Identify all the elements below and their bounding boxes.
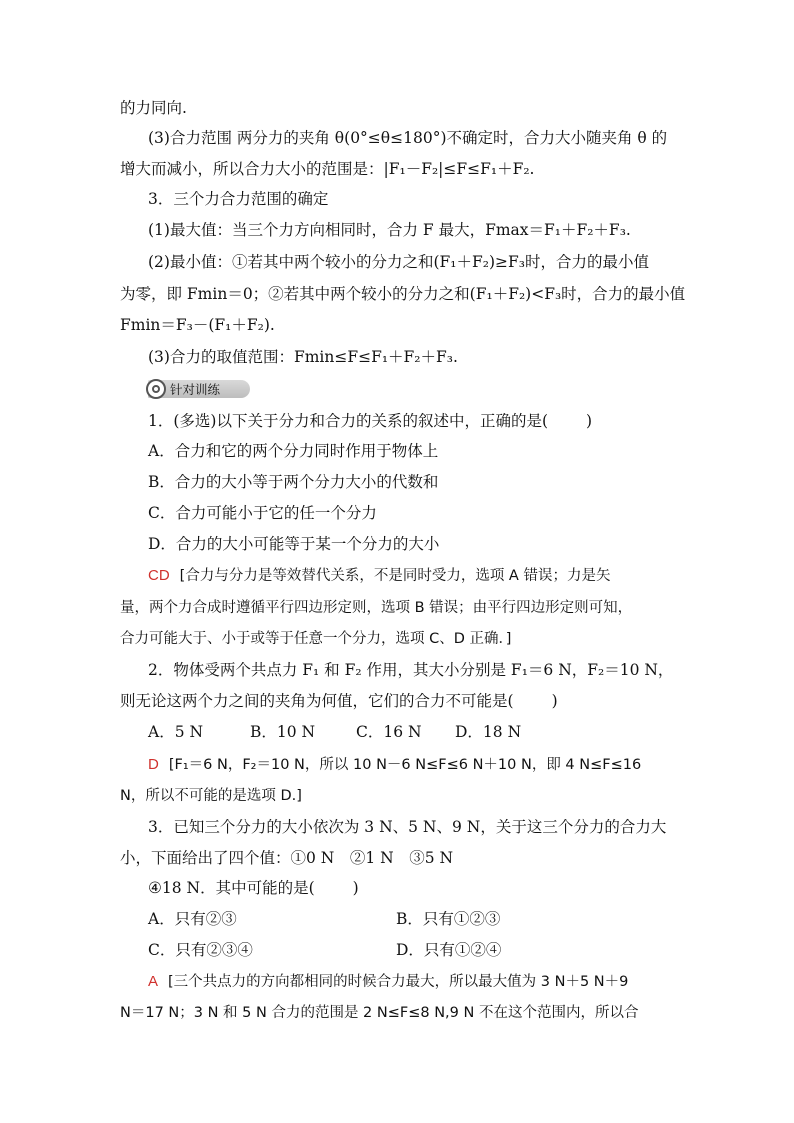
- question-3-stem-cont-2: ④18 N．其中可能的是( ): [148, 879, 359, 897]
- section-heading-three-forces: 3．三个力合力范围的确定: [148, 190, 329, 208]
- question-1-explain-3: 合力可能大于、小于或等于任意一个分力，选项 C、D 正确．]: [120, 631, 512, 647]
- question-1-option-c: C．合力可能小于它的任一个分力: [148, 504, 377, 522]
- paragraph-resultant-range-cont: 增大而减小，所以合力大小的范围是：|F₁－F₂|≤F≤F₁＋F₂.: [120, 160, 535, 178]
- paragraph-value-range: (3)合力的取值范围：Fmin≤F≤F₁＋F₂＋F₃.: [148, 348, 458, 366]
- question-2-option-a: A．5 N: [148, 723, 204, 741]
- question-3-option-b: B．只有①②③: [396, 910, 501, 928]
- answer-key: D: [148, 756, 159, 773]
- question-3-stem: 3．已知三个分力的大小依次为 3 N、5 N、9 N，关于这三个分力的合力大: [148, 818, 667, 836]
- question-1-stem: 1．(多选)以下关于分力和合力的关系的叙述中，正确的是( ): [148, 412, 593, 430]
- answer-key: CD: [148, 567, 170, 584]
- question-3-stem-cont: 小，下面给出了四个值：①0 N ②1 N ③5 N: [120, 849, 454, 867]
- paragraph-min-value: (2)最小值：①若其中两个较小的分力之和(F₁＋F₂)≥F₃时，合力的最小值: [148, 253, 649, 271]
- paragraph-continuation: 的力同向.: [120, 99, 187, 117]
- question-1-option-a: A．合力和它的两个分力同时作用于物体上: [148, 442, 439, 460]
- question-2-option-b: B．10 N: [250, 723, 316, 741]
- question-1-option-d: D．合力的大小可能等于某一个分力的大小: [148, 535, 440, 553]
- question-2-explain-2: N，所以不可能的是选项 D.]: [120, 788, 302, 804]
- practice-badge-label: 针对训练: [170, 382, 221, 397]
- paragraph-min-value-cont: 为零，即 Fmin＝0；②若其中两个较小的分力之和(F₁＋F₂)<F₃时，合力的最小值: [120, 285, 686, 303]
- question-2-answer: D [F₁＝6 N，F₂＝10 N，所以 10 N－6 N≤F≤6 N＋10 N，即 4 N≤F≤16: [148, 756, 642, 773]
- question-2-option-c: C．16 N: [356, 723, 422, 741]
- question-3-option-d: D．只有①②④: [396, 941, 502, 959]
- question-3-option-c: C．只有②③④: [148, 941, 253, 959]
- practice-badge: [148, 380, 250, 398]
- question-1-answer: CD [合力与分力是等效替代关系，不是同时受力，选项 A 错误；力是矢: [148, 567, 611, 584]
- question-3-explain-2: N＝17 N；3 N 和 5 N 合力的范围是 2 N≤F≤8 N,9 N 不在这个范围内，所以合: [120, 1005, 639, 1021]
- paragraph-resultant-range: (3)合力范围 两分力的夹角 θ(0°≤θ≤180°)不确定时，合力大小随夹角 θ 的: [148, 129, 668, 147]
- question-2-option-d: D．18 N: [455, 723, 522, 741]
- question-2-stem: 2．物体受两个共点力 F₁ 和 F₂ 作用，其大小分别是 F₁＝6 N，F₂＝10 N，: [148, 661, 674, 679]
- question-3-option-a: A．只有②③: [148, 910, 237, 928]
- paragraph-min-formula: Fmin＝F₃－(F₁＋F₂).: [120, 316, 275, 334]
- target-icon: [146, 379, 166, 399]
- question-2-stem-cont: 则无论这两个力之间的夹角为何值，它们的合力不可能是( ): [120, 692, 558, 710]
- question-3-answer: A [三个共点力的方向都相同的时候合力最大，所以最大值为 3 N＋5 N＋9: [148, 973, 629, 990]
- answer-key: A: [148, 973, 159, 990]
- paragraph-max-value: (1)最大值：当三个力方向相同时，合力 F 最大，Fmax＝F₁＋F₂＋F₃.: [148, 221, 631, 239]
- question-1-explain-2: 量，两个力合成时遵循平行四边形定则，选项 B 错误；由平行四边形定则可知，: [120, 600, 633, 616]
- question-1-option-b: B．合力的大小等于两个分力大小的代数和: [148, 473, 439, 491]
